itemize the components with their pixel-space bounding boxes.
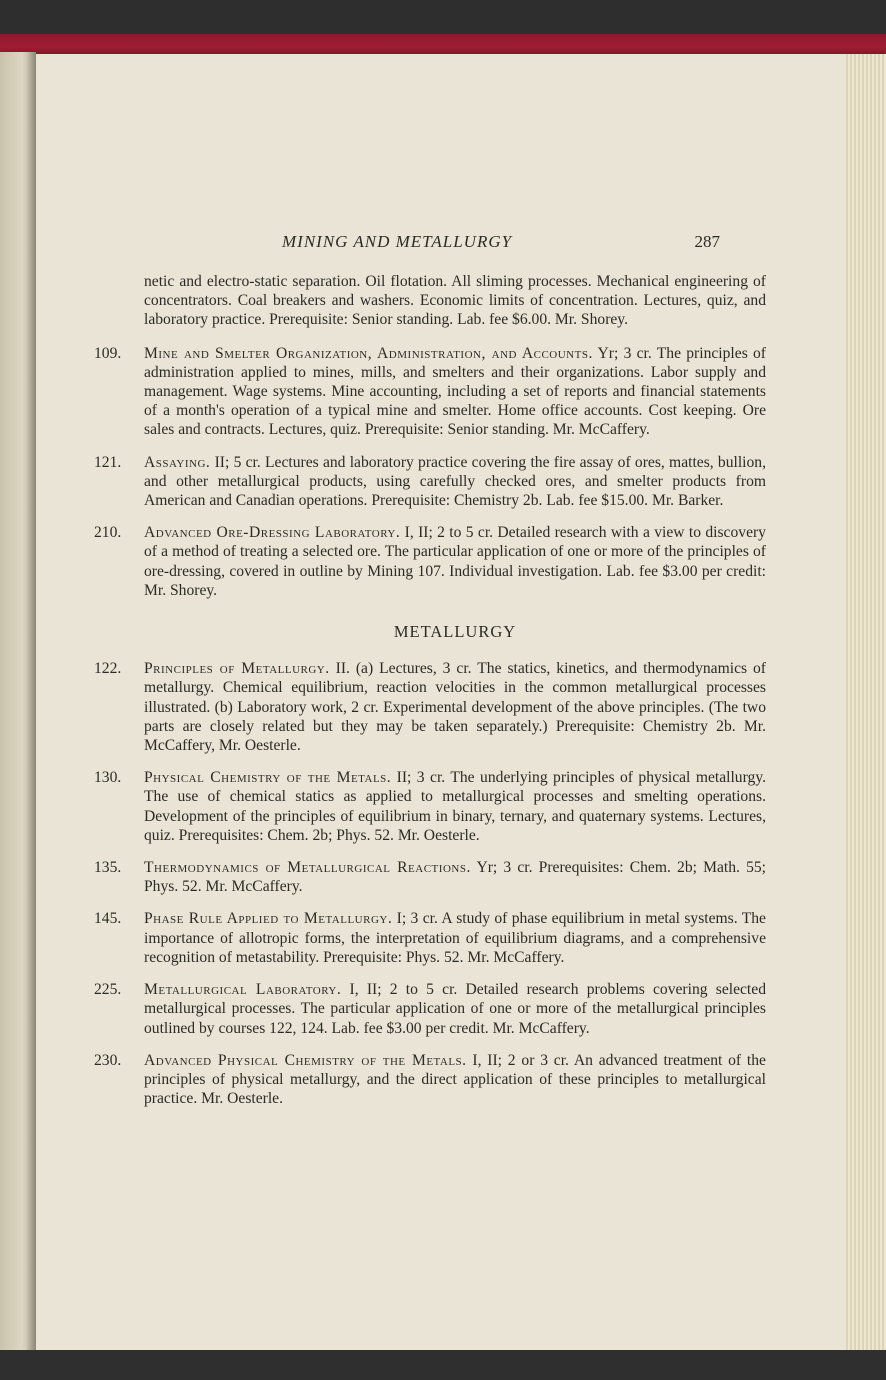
course-description <box>144 909 766 967</box>
course-entry <box>94 1051 766 1109</box>
course-title: Advanced Ore-Dressing Laboratory. <box>144 524 401 542</box>
course-description <box>144 768 766 845</box>
course-number: 109. <box>94 344 122 362</box>
book-page <box>36 54 846 1350</box>
course-title: Phase Rule Applied to Metallurgy. <box>144 910 393 928</box>
page-block-edge <box>846 54 886 1350</box>
course-number: 210. <box>94 524 122 542</box>
course-number: 122. <box>94 660 122 678</box>
course-entry <box>94 980 766 1038</box>
course-body: Yr; 3 cr. The principles of administration applied to mines, mills, and smelters and their organizations. Labor supply and management. Wage systems. Mine accounting, including a set of reports and financial statements of a month's operation of a typical mine and smelter. Home office accounts. Cost keeping. Ore sales and contracts. Lectures, quiz. Prerequisite: Senior standing. Mr. McCaffery. <box>144 344 767 439</box>
course-number: 225. <box>94 981 122 999</box>
course-body: II; 3 cr. The underlying principles of physical metallurgy. The use of chemical statics as applied to metallurgical processes and smelting operations. Development of the principles of equilibrium in binary, ternary, and quaternary systems. Lectures, quiz. Prerequisites: Chem. 2b; Phys. 52. Mr. Oesterle. <box>144 769 766 844</box>
course-description <box>144 980 766 1038</box>
page-number: 287 <box>694 232 720 251</box>
scan-background-bottom <box>0 1350 886 1380</box>
course-entry <box>94 768 766 845</box>
course-title: Assaying. <box>144 453 211 471</box>
course-entry <box>94 453 766 511</box>
course-body: I, II; 2 to 5 cr. Detailed research problems covering selected metallurgical processes. The particular application of one or more of the metallurgical principles outlined by courses 122, 124. Lab. fee $3.00 per credit. Mr. McCaffery. <box>144 981 766 1037</box>
gutter-shadow <box>26 52 36 1352</box>
course-body: II. (a) Lectures, 3 cr. The statics, kinetics, and thermodynamics of metallurgy. Chemical equilibrium, reaction velocities in the common metallurgical processes illustrated. (b) Laboratory work, 2 cr. Experimental development of the above principles. (The two parts are closely related but they may be taken separately.) Prerequisite: Chemistry 2b. Mr. McCaffery, Mr. Oesterle. <box>144 660 767 755</box>
course-description <box>144 523 766 600</box>
page-content <box>94 272 766 1121</box>
course-body: I, II; 2 to 5 cr. Detailed research with a view to discovery of a method of treating a selected ore. The particular application of one or more of the principles of ore-dressing, covered in outline by Mining 107. Individual investigation. Lab. fee $3.00 per credit: Mr. Shorey. <box>144 524 766 599</box>
course-entry <box>94 909 766 967</box>
course-title: Advanced Physical Chemistry of the Metals. <box>144 1051 467 1069</box>
book-cover-edge <box>0 34 886 56</box>
course-body: II; 5 cr. Lectures and laboratory practice covering the fire assay of ores, mattes, bullion, and other metallurgical products, using carefully checked ores, and smelter products from American and Canadian operations. Prerequisite: Chemistry 2b. Lab. fee $15.00. Mr. Barker. <box>144 453 767 510</box>
course-number: 121. <box>94 453 122 471</box>
section-heading: METALLURGY <box>393 622 517 642</box>
course-description <box>144 453 766 511</box>
course-title: Principles of Metallurgy. <box>144 660 330 678</box>
running-head <box>36 232 846 256</box>
course-entry <box>94 523 766 600</box>
course-entry <box>94 344 766 440</box>
course-number: 130. <box>94 769 122 787</box>
course-description <box>144 1051 766 1109</box>
course-description <box>144 344 766 440</box>
course-description <box>144 858 766 896</box>
course-entry <box>94 858 766 896</box>
running-title: MINING AND METALLURGY <box>282 232 513 251</box>
course-entry <box>94 659 766 755</box>
course-title: Mine and Smelter Organization, Administration, and Accounts. <box>144 344 593 362</box>
course-number: 145. <box>94 910 122 928</box>
course-title: Thermodynamics of Metallurgical Reactions. <box>144 859 471 877</box>
course-number: 135. <box>94 859 122 877</box>
course-body: I; 3 cr. A study of phase equilibrium in metal systems. The importance of allotropic forms, the interpretation of equilibrium diagrams, and a comprehensive recognition of metastability. Prerequisite: Phys. 52. Mr. McCaffery. <box>144 910 766 966</box>
continued-paragraph: netic and electro-static separation. Oil flotation. All sliming processes. Mechanical engineering of concentrators. Coal breakers and washers. Economic limits of concentration. Lectures, quiz, and laboratory practice. Prerequisite: Senior standing. Lab. fee $6.00. Mr. Shorey. <box>144 273 766 329</box>
course-description <box>144 659 766 755</box>
course-number: 230. <box>94 1051 122 1069</box>
course-title: Metallurgical Laboratory. <box>144 981 342 999</box>
course-title: Physical Chemistry of the Metals. <box>144 769 392 787</box>
scan-background-top <box>0 0 886 34</box>
course-body: I, II; 2 or 3 cr. An advanced treatment of the principles of physical metallurgy, and the direct application of these principles to metallurgical practice. Mr. Oesterle. <box>144 1051 766 1108</box>
course-body: Yr; 3 cr. Prerequisites: Chem. 2b; Math. 55; Phys. 52. Mr. McCaffery. <box>144 859 767 896</box>
